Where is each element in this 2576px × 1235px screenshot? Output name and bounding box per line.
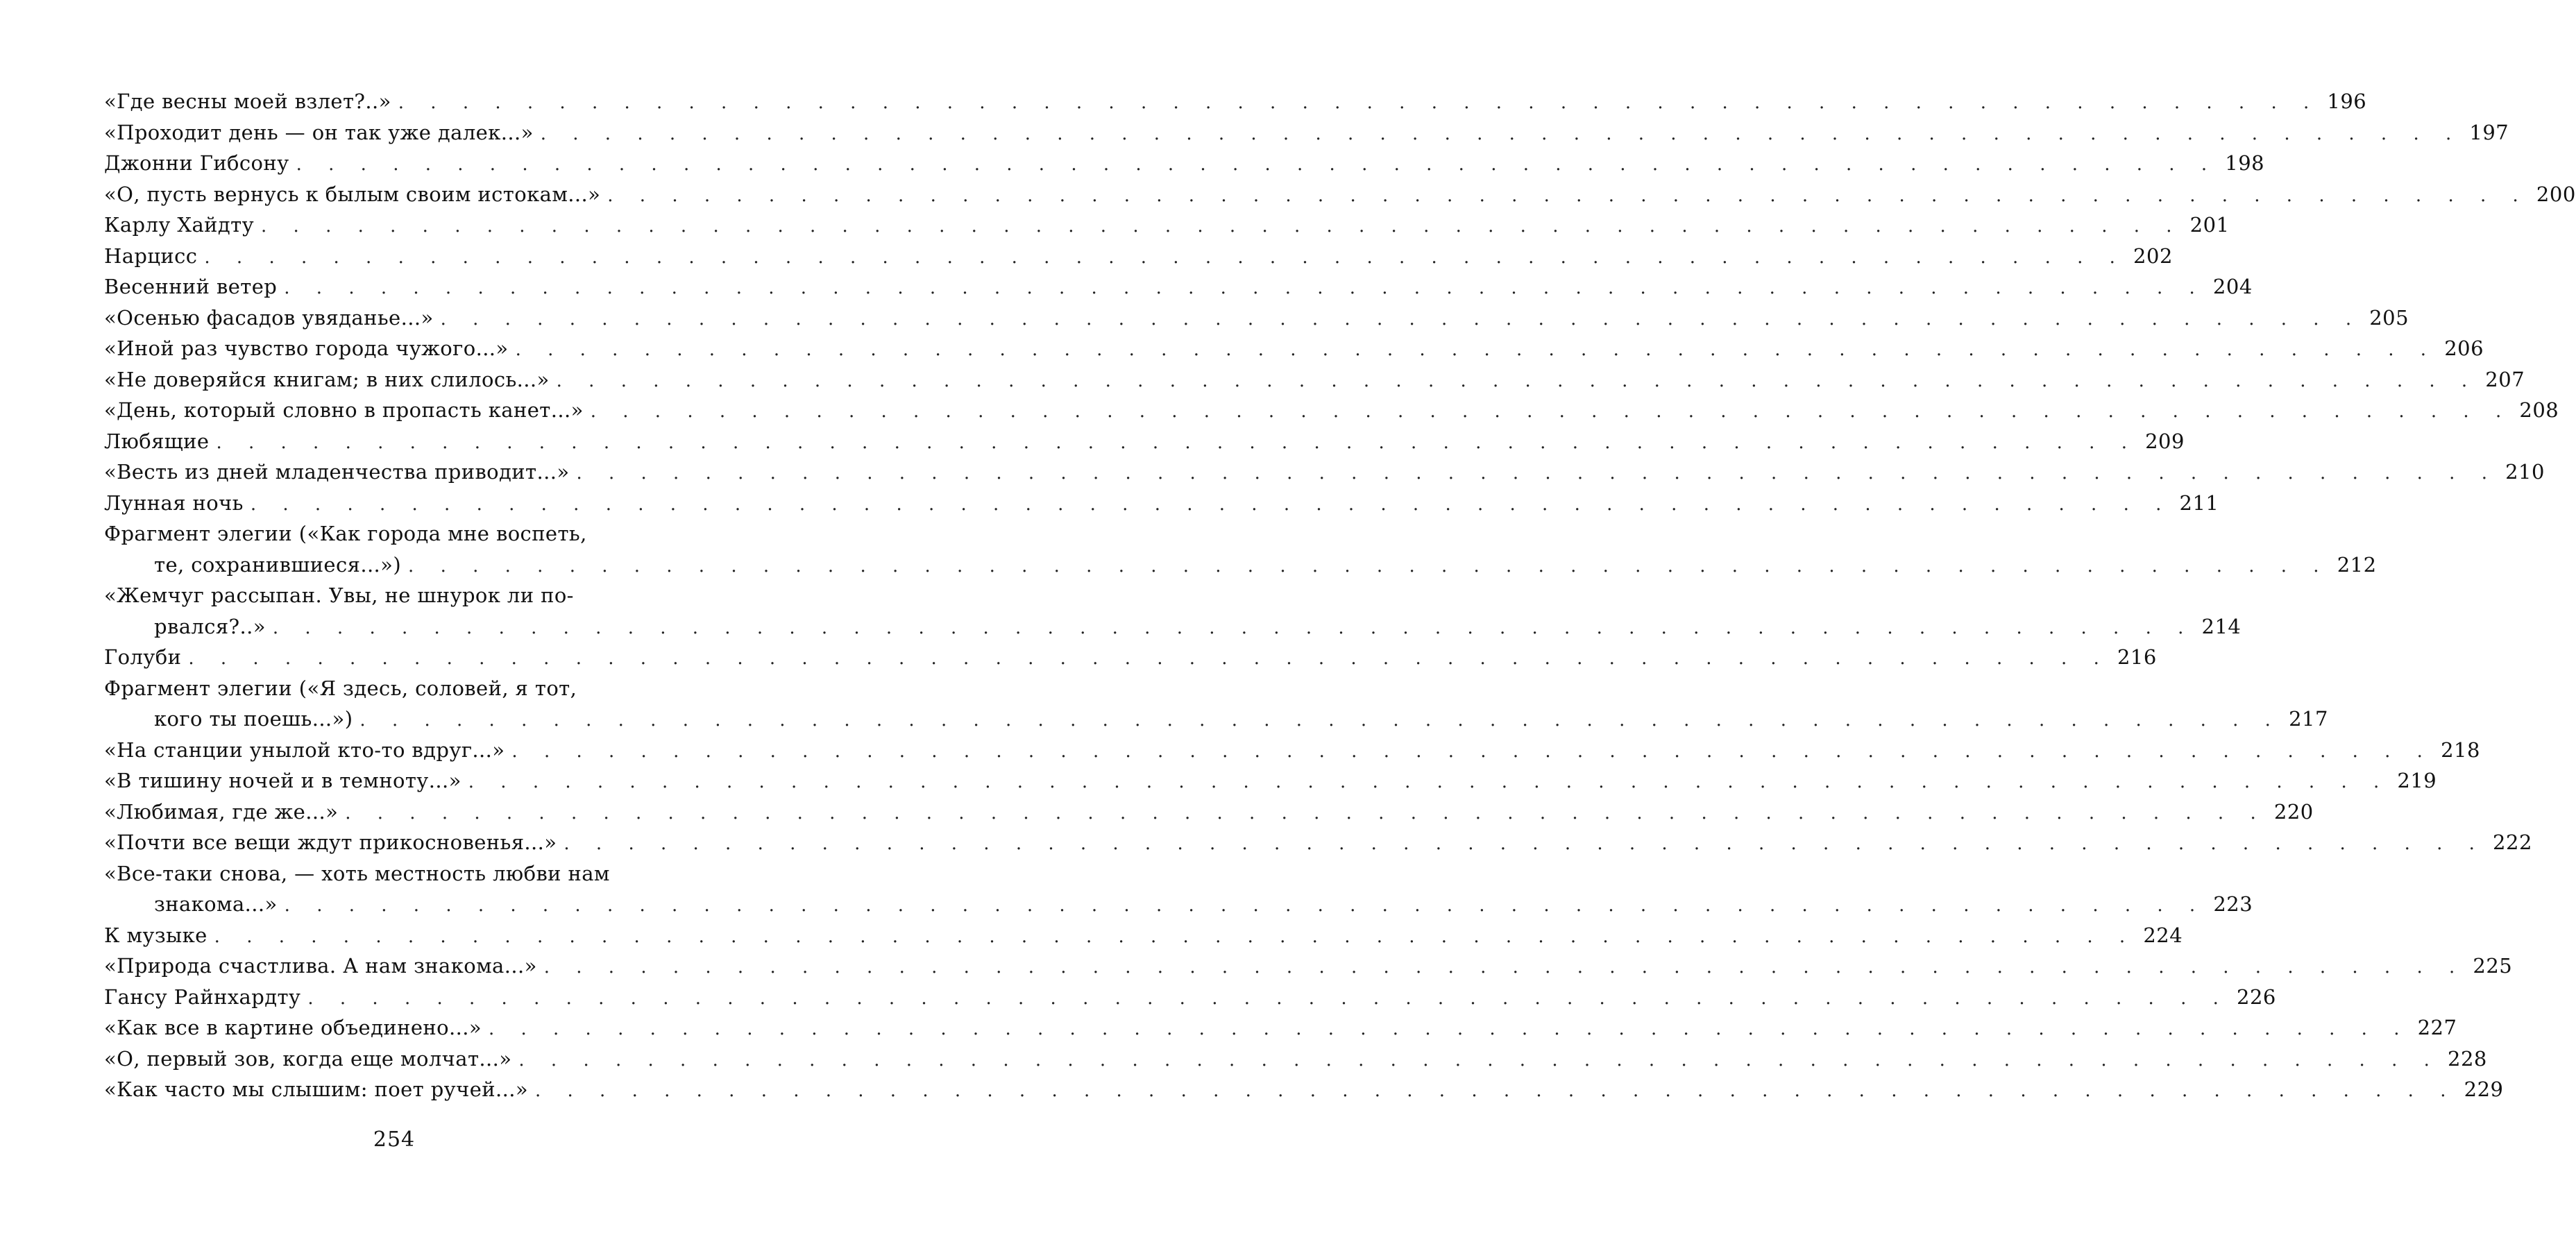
dot-leader: . . . . . . . . . . . . . . . . . . . . . . . . . . . . . . . . . . . . . . . . . . . . . . . . . . . . . . . . . . . . [359, 710, 2281, 731]
toc-entry-continuation-line [104, 704, 2328, 735]
toc-entry [104, 951, 2513, 982]
toc-entry-line [104, 241, 2173, 272]
toc-entry-title: «О, пусть вернусь к былым своим истокам...» [104, 182, 601, 206]
toc-entry-title: «В тишину ночей и в темноту...» [104, 769, 461, 792]
toc-entry [104, 1074, 2504, 1105]
toc-entry [104, 303, 2409, 334]
dot-leader: . . . . . . . . . . . . . . . . . . . . . . . . . . . . . . . . . . . . . . . . . . . . . . . . . . . . . . . . . . . . [440, 308, 2362, 330]
toc-entry-title: «Весть из дней младенчества приводит...» [104, 460, 570, 484]
toc-entry-line [104, 518, 688, 550]
toc-page-number: 201 [2189, 213, 2230, 237]
toc-entry-title: «Иной раз чувство города чужого...» [104, 337, 509, 360]
toc-entry [104, 86, 2367, 117]
dot-leader: . . . . . . . . . . . . . . . . . . . . . . . . . . . . . . . . . . . . . . . . . . . . . . . . . . . . . . . . . . . . [272, 617, 2194, 638]
toc-entry-title: «День, который словно в пропасть канет...» [104, 398, 584, 422]
toc-entry [104, 518, 2377, 580]
toc-page-number: 196 [2327, 90, 2367, 113]
toc-page-number: 226 [2237, 985, 2276, 1009]
dot-leader: . . . . . . . . . . . . . . . . . . . . . . . . . . . . . . . . . . . . . . . . . . . . . . . . . . . . . . . . . . . . [284, 895, 2206, 916]
toc-page-number: 228 [2448, 1046, 2487, 1071]
toc-entry [104, 488, 2219, 519]
toc-entry [104, 580, 2242, 642]
toc-entry-line [104, 148, 2265, 179]
toc-entry-title: Голуби [104, 645, 182, 669]
toc-entry [104, 673, 2328, 735]
toc-entry-title: «Почти все вещи ждут прикосновенья...» [104, 831, 557, 854]
toc-entry-line [104, 271, 2253, 303]
dot-leader: . . . . . . . . . . . . . . . . . . . . . . . . . . . . . . . . . . . . . . . . . . . . . . . . . . . . . . . . . . . . [607, 185, 2529, 206]
toc-entry-line [104, 1012, 2457, 1044]
toc-entry-line [104, 117, 2509, 148]
toc-entry-title: «Осенью фасадов увяданье...» [104, 305, 434, 330]
toc-entry [104, 426, 2185, 457]
toc-entry-line [104, 1074, 2504, 1105]
toc-entry-line [104, 765, 2437, 797]
dot-leader: . . . . . . . . . . . . . . . . . . . . . . . . . . . . . . . . . . . . . . . . . . . . . . . . . . . . . . . . . . . . [250, 493, 2172, 515]
toc-entry-title: знакома...» [154, 892, 278, 916]
toc-page-number: 206 [2444, 337, 2484, 360]
toc-entry [104, 148, 2265, 179]
toc-entry-line [104, 580, 688, 611]
toc-entry-line [104, 488, 2219, 519]
dot-leader: . . . . . . . . . . . . . . . . . . . . . . . . . . . . . . . . . . . . . . . . . . . . . . . . . . . . . . . . . . . . [543, 957, 2466, 978]
dot-leader: . . . . . . . . . . . . . . . . . . . . . . . . . . . . . . . . . . . . . . . . . . . . . . . . . . . . . . . . . . . . [518, 1049, 2440, 1071]
dot-leader: . . . . . . . . . . . . . . . . . . . . . . . . . . . . . . . . . . . . . . . . . . . . . . . . . . . . . . . . . . . . [515, 339, 2437, 360]
toc-entry [104, 920, 2183, 951]
dot-leader: . . . . . . . . . . . . . . . . . . . . . . . . . . . . . . . . . . . . . . . . . . . . . . . . . . . . . . . . . . . . [216, 432, 2137, 453]
table-of-contents [104, 86, 2576, 1105]
toc-entry-line [104, 1044, 2487, 1075]
toc-entry-title: рвался?..» [154, 614, 266, 638]
dot-leader: . . . . . . . . . . . . . . . . . . . . . . . . . . . . . . . . . . . . . . . . . . . . . . . . . . . . . . . . . . . . [540, 123, 2462, 144]
toc-entry [104, 179, 2576, 210]
toc-entry-line [104, 179, 2576, 210]
toc-entry [104, 765, 2437, 797]
toc-entry-line [104, 827, 2532, 858]
toc-entry-title: «Как часто мы слышим: поет ручей...» [104, 1078, 528, 1101]
toc-entry [104, 1044, 2487, 1075]
toc-entry-title: Фрагмент элегии («Как города мне воспеть, [104, 522, 587, 545]
toc-entry-line [104, 673, 688, 704]
toc-page-number: 210 [2505, 460, 2545, 484]
toc-entry-line [104, 642, 2157, 673]
dot-leader: . . . . . . . . . . . . . . . . . . . . . . . . . . . . . . . . . . . . . . . . . . . . . . . . . . . . . . . . . . . . [576, 463, 2498, 484]
dot-leader: . . . . . . . . . . . . . . . . . . . . . . . . . . . . . . . . . . . . . . . . . . . . . . . . . . . . . . . . . . . . [488, 1019, 2410, 1039]
dot-leader: . . . . . . . . . . . . . . . . . . . . . . . . . . . . . . . . . . . . . . . . . . . . . . . . . . . . . . . . . . . . [564, 833, 2485, 854]
dot-leader: . . . . . . . . . . . . . . . . . . . . . . . . . . . . . . . . . . . . . . . . . . . . . . . . . . . . . . . . . . . . [284, 278, 2205, 298]
dot-leader: . . . . . . . . . . . . . . . . . . . . . . . . . . . . . . . . . . . . . . . . . . . . . . . . . . . . . . . . . . . . [556, 370, 2478, 391]
toc-page-number: 217 [2289, 707, 2328, 731]
toc-entry-line [104, 920, 2183, 951]
toc-page-number: 208 [2519, 398, 2559, 422]
toc-entry [104, 395, 2559, 426]
toc-page-number: 209 [2145, 429, 2185, 453]
page-number: 254 [373, 1127, 416, 1152]
toc-page-number: 204 [2212, 275, 2253, 298]
toc-entry-title: Лунная ночь [104, 491, 244, 515]
toc-entry [104, 210, 2230, 241]
toc-entry-title: «Все-таки снова, — хоть местность любви нам [104, 861, 610, 885]
toc-entry [104, 827, 2532, 858]
toc-entry [104, 241, 2173, 272]
toc-entry-title: «Природа счастлива. А нам знакома...» [104, 954, 537, 978]
dot-leader: . . . . . . . . . . . . . . . . . . . . . . . . . . . . . . . . . . . . . . . . . . . . . . . . . . . . . . . . . . . . [296, 154, 2218, 175]
toc-entry-title: Карлу Хайдту [104, 213, 255, 237]
toc-entry-line [104, 951, 2513, 982]
toc-page-number: 223 [2213, 892, 2253, 916]
toc-entry [104, 642, 2157, 673]
toc-entry-line [104, 735, 2480, 766]
toc-page-number: 198 [2225, 151, 2265, 175]
toc-entry-title: те, сохранившиеся...») [154, 552, 402, 577]
toc-entry [104, 271, 2253, 303]
toc-entry-line [104, 86, 2367, 117]
dot-leader: . . . . . . . . . . . . . . . . . . . . . . . . . . . . . . . . . . . . . . . . . . . . . . . . . . . . . . . . . . . . [204, 246, 2126, 268]
toc-entry-title: Весенний ветер [104, 275, 278, 298]
toc-entry-line [104, 395, 2559, 426]
dot-leader: . . . . . . . . . . . . . . . . . . . . . . . . . . . . . . . . . . . . . . . . . . . . . . . . . . . . . . . . . . . . [590, 401, 2512, 422]
toc-entry-continuation-line [104, 889, 2253, 920]
toc-entry-line [104, 303, 2409, 334]
dot-leader: . . . . . . . . . . . . . . . . . . . . . . . . . . . . . . . . . . . . . . . . . . . . . . . . . . . . . . . . . . . . [398, 92, 2320, 113]
toc-page-number: 220 [2273, 799, 2314, 824]
toc-entry-title: К музыке [104, 923, 207, 947]
toc-entry [104, 797, 2314, 828]
dot-leader: . . . . . . . . . . . . . . . . . . . . . . . . . . . . . . . . . . . . . . . . . . . . . . . . . . . . . . . . . . . . [188, 648, 2110, 669]
toc-entry-line [104, 457, 2545, 488]
toc-entry-line [104, 364, 2525, 395]
toc-entry-title: «Любимая, где же...» [104, 799, 339, 824]
toc-page-number: 229 [2464, 1078, 2504, 1101]
toc-entry-line [104, 210, 2230, 241]
toc-page-number: 211 [2179, 491, 2219, 515]
dot-leader: . . . . . . . . . . . . . . . . . . . . . . . . . . . . . . . . . . . . . . . . . . . . . . . . . . . . . . . . . . . . [345, 802, 2266, 824]
toc-entry [104, 364, 2525, 395]
toc-entry [104, 858, 2253, 920]
dot-leader: . . . . . . . . . . . . . . . . . . . . . . . . . . . . . . . . . . . . . . . . . . . . . . . . . . . . . . . . . . . . [534, 1080, 2457, 1101]
toc-page-number: 222 [2493, 831, 2532, 854]
toc-entry-continuation-line [104, 550, 2377, 581]
toc-entry-title: Нарцисс [104, 244, 198, 268]
toc-page-number: 205 [2369, 305, 2409, 330]
toc-entry [104, 1012, 2457, 1044]
toc-entry-title: Любящие [104, 429, 210, 453]
toc-entry-title: Фрагмент элегии («Я здесь, соловей, я тот, [104, 676, 577, 700]
toc-page-number: 219 [2397, 769, 2437, 792]
dot-leader: . . . . . . . . . . . . . . . . . . . . . . . . . . . . . . . . . . . . . . . . . . . . . . . . . . . . . . . . . . . . [261, 216, 2183, 237]
toc-entry-title: «Проходит день — он так уже далек...» [104, 120, 534, 144]
toc-page-number: 200 [2536, 182, 2576, 206]
toc-entry [104, 457, 2545, 488]
dot-leader: . . . . . . . . . . . . . . . . . . . . . . . . . . . . . . . . . . . . . . . . . . . . . . . . . . . . . . . . . . . . [307, 987, 2229, 1009]
toc-page-number: 214 [2201, 614, 2242, 638]
toc-page-number: 216 [2117, 645, 2157, 669]
dot-leader: . . . . . . . . . . . . . . . . . . . . . . . . . . . . . . . . . . . . . . . . . . . . . . . . . . . . . . . . . . . . [408, 555, 2330, 577]
dot-leader: . . . . . . . . . . . . . . . . . . . . . . . . . . . . . . . . . . . . . . . . . . . . . . . . . . . . . . . . . . . . [214, 926, 2136, 947]
toc-page-number: 202 [2133, 244, 2173, 268]
toc-entry-title: «О, первый зов, когда еще молчат...» [104, 1046, 512, 1071]
toc-entry-title: «Жемчуг рассыпан. Увы, не шнурок ли по- [104, 584, 574, 607]
toc-entry-line [104, 333, 2484, 364]
toc-entry-line [104, 426, 2185, 457]
toc-page-number: 224 [2143, 923, 2183, 947]
toc-entry-title: Гансу Райнхардту [104, 985, 301, 1009]
toc-page-number: 225 [2473, 954, 2513, 978]
toc-entry-continuation-line [104, 611, 2242, 642]
toc-entry [104, 735, 2480, 766]
toc-page-number: 207 [2485, 367, 2525, 391]
toc-page-number: 218 [2441, 738, 2480, 762]
toc-entry [104, 333, 2484, 364]
toc-entry-line [104, 982, 2276, 1013]
toc-entry-title: «Как все в картине объединено...» [104, 1016, 482, 1039]
toc-entry-title: Джонни Гибсону [104, 151, 289, 175]
toc-entry-title: «На станции унылой кто-то вдруг...» [104, 738, 505, 762]
toc-entry-title: «Не доверяйся книгам; в них слилось...» [104, 367, 550, 391]
toc-entry-title: «Где весны моей взлет?..» [104, 90, 391, 113]
toc-page-number: 212 [2337, 552, 2377, 577]
toc-entry-line [104, 797, 2314, 828]
dot-leader: . . . . . . . . . . . . . . . . . . . . . . . . . . . . . . . . . . . . . . . . . . . . . . . . . . . . . . . . . . . . [468, 772, 2390, 792]
toc-page-number: 227 [2417, 1016, 2457, 1039]
toc-page-number: 197 [2469, 120, 2509, 144]
toc-entry [104, 117, 2509, 148]
dot-leader: . . . . . . . . . . . . . . . . . . . . . . . . . . . . . . . . . . . . . . . . . . . . . . . . . . . . . . . . . . . . [511, 740, 2433, 762]
toc-entry-title: кого ты поешь...») [154, 707, 353, 731]
toc-entry [104, 982, 2276, 1013]
toc-entry-line [104, 858, 688, 889]
